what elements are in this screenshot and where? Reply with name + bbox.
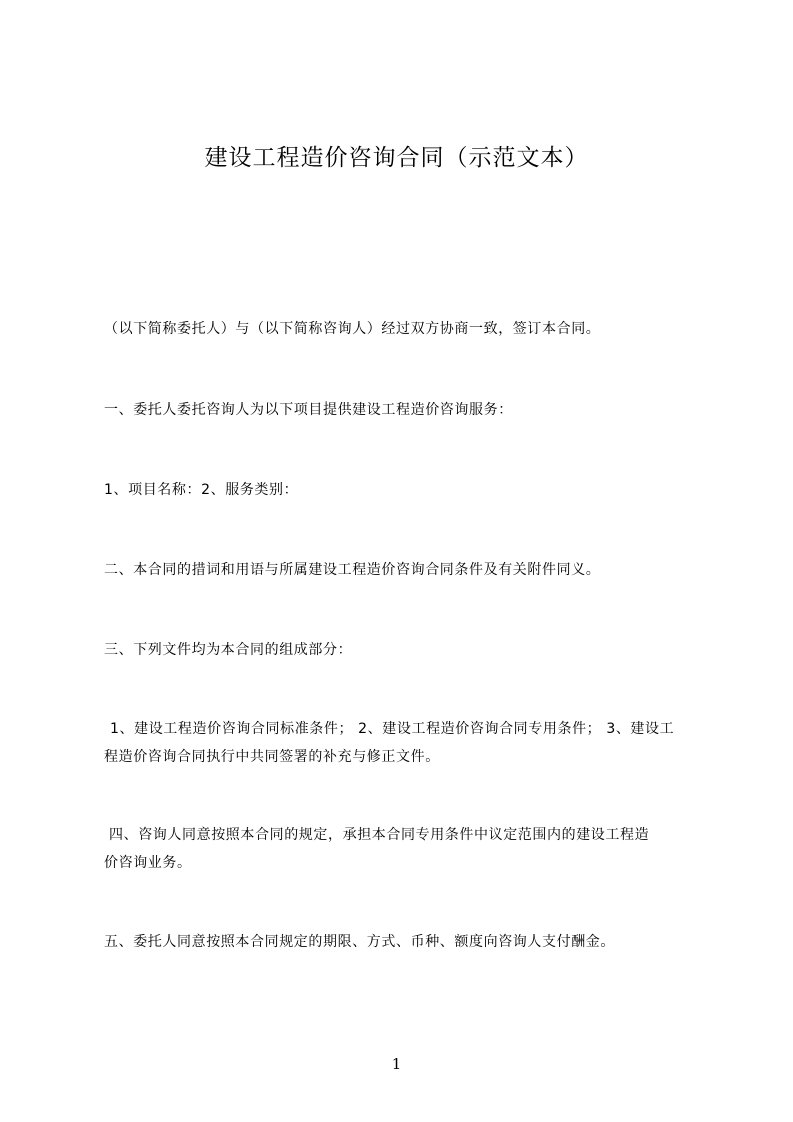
paragraph-line: 1、建设工程造价咨询合同标准条件； 2、建设工程造价咨询合同专用条件； 3、建设工 (110, 721, 675, 737)
page-number: 1 (391, 1055, 402, 1073)
paragraph-article-1: 一、委托人委托咨询人为以下项目提供建设工程造价咨询服务： (104, 402, 513, 418)
paragraph-article-2: 二、本合同的措词和用语与所属建设工程造价咨询合同条件及有关附件同义。 (104, 562, 601, 578)
paragraph-line: 价咨询业务。 (104, 855, 192, 871)
paragraph-line: 四、咨询人同意按照本合同的规定，承担本合同专用条件中议定范围内的建设工程造 (109, 827, 650, 843)
paragraph-article-3: 三、下列文件均为本合同的组成部分： (104, 642, 353, 658)
paragraph-article-5: 五、委托人同意按照本合同规定的期限、方式、币种、额度向咨询人支付酬金。 (104, 934, 615, 950)
paragraph-contract-documents (104, 715, 699, 771)
paragraph-article-4 (104, 821, 699, 877)
document-title: 建设工程造价咨询合同（示范文本） (204, 145, 589, 171)
paragraph-project-info: 1、项目名称：2、服务类别： (104, 482, 299, 498)
paragraph-line: 程造价咨询合同执行中共同签署的补充与修正文件。 (104, 749, 440, 765)
paragraph-parties: （以下简称委托人）与（以下简称咨询人）经过双方协商一致，签订本合同。 (104, 321, 601, 337)
